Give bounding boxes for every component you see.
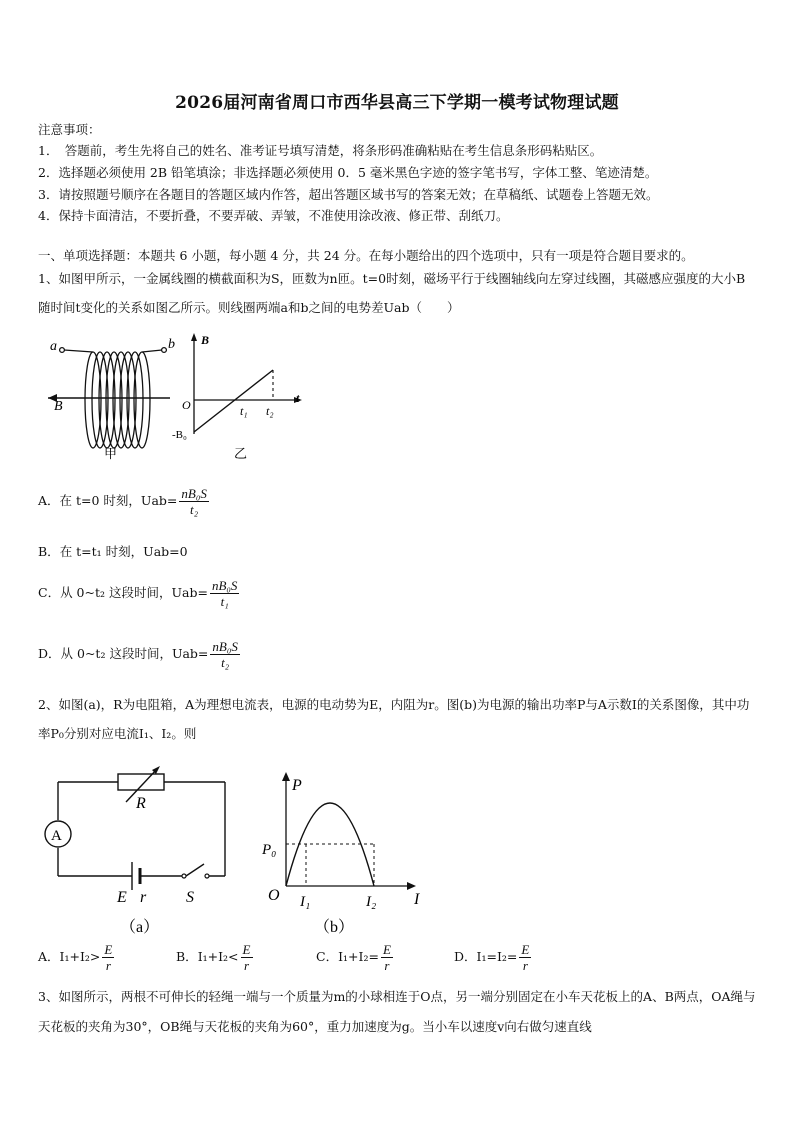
power-origin: O	[268, 887, 280, 904]
bt-caption: 乙	[234, 446, 248, 461]
bt-t2: t₂	[266, 404, 274, 418]
bt-ylabel: B	[201, 333, 210, 347]
power-ylabel: P	[292, 777, 302, 794]
notice-item: 1． 答题前，考生先将自己的姓名、准考证号填写清楚，将条形码准确粘贴在考生信息条形码粘贴区。	[38, 143, 603, 158]
power-xlabel: I	[414, 891, 420, 908]
notice-item: 4．保持卡面清洁，不要折叠，不要弄破、弄皱，不准使用涂改液、修正带、刮纸刀。	[38, 208, 509, 223]
circuit-r: r	[140, 889, 147, 906]
question-1-stem: 1、如图甲所示，一金属线圈的横截面积为S，匝数为n匝。t=0时刻，磁场平行于线圈轴线向左穿过线圈，其磁感应强度的大小B随时间t变化的关系如图乙所示。则线圈两端a和b之间的电势差Uab（ ）	[38, 271, 746, 315]
coil-caption: 甲	[104, 446, 118, 461]
circuit-caption: （a）	[120, 919, 160, 936]
bt-t1: t₁	[240, 404, 248, 418]
q2-option-d[interactable]: D．I₁=I₂= $\frac{E}{r}$	[454, 942, 530, 973]
circuit-E: E	[117, 889, 127, 906]
notice-item: 2．选择题必须使用 2B 铅笔填涂；非选择题必须使用 0．5 毫米黑色字迹的签字笔书写，字体工整、笔迹清楚。	[38, 165, 658, 180]
power-I1: I₁	[300, 894, 311, 910]
q2-option-a[interactable]: A．I₁+I₂> $\frac{E}{r}$	[38, 942, 113, 973]
bt-neg: -B₀	[172, 429, 187, 441]
notice-heading: 注意事项：	[38, 122, 101, 137]
section-heading: 一、单项选择题：本题共 6 小题，每小题 4 分，共 24 分。在每小题给出的四个选项中，只有一项是符合题目要求的。	[38, 248, 694, 263]
bt-xlabel: t	[296, 391, 300, 405]
q2-option-c[interactable]: C．I₁+I₂= $\frac{E}{r}$	[316, 942, 391, 973]
coil-label-a: a	[50, 339, 57, 354]
q1-option-b[interactable]: B．在 t=t₁ 时刻，Uab=0	[38, 544, 188, 559]
coil-figure	[48, 332, 178, 462]
power-I2: I₂	[366, 894, 377, 910]
q2-option-b[interactable]: B．I₁+I₂< $\frac{E}{r}$	[176, 942, 251, 973]
power-graph	[262, 768, 432, 938]
page-title: 2026届河南省周口市西华县高三下学期一模考试物理试题	[175, 93, 619, 113]
power-caption: （b）	[314, 919, 355, 936]
bt-origin: O	[182, 398, 191, 412]
question-3-stem: 3、如图所示，两根不可伸长的轻绳一端与一个质量为m的小球相连于O点，另一端分别固定在小车天花板上的A、B两点，OA绳与天花板的夹角为30°，OB绳与天花板的夹角为60°，重力加速度为g。当小车以速度v向右做匀速直线	[38, 989, 756, 1034]
coil-label-b: b	[168, 337, 175, 352]
power-P0: P₀	[262, 842, 277, 858]
circuit-R: R	[136, 795, 146, 812]
circuit-S: S	[186, 889, 194, 906]
circuit-figure	[40, 768, 240, 938]
circuit-A: A	[51, 828, 62, 844]
question-2-stem: 2、如图(a)，R为电阻箱，A为理想电流表，电源的电动势为E，内阻为r。图(b)为电源的输出功率P与A示数I的关系图像，其中功率P₀分别对应电流I₁、I₂。则	[38, 697, 750, 741]
q1-option-c[interactable]: C．从 0~t₂ 这段时间，Uab= $\frac{\text{nB₀S}}{\text{t₁}}$	[38, 578, 238, 609]
coil-label-B: B	[54, 399, 63, 414]
q1-option-d[interactable]: D．从 0~t₂ 这段时间，Uab= $\frac{\text{nB₀S}}{\text{t₂}}$	[38, 639, 238, 670]
notice-item: 3．请按照题号顺序在各题目的答题区域内作答，超出答题区域书写的答案无效；在草稿纸、试题卷上答题无效。	[38, 187, 659, 202]
q1-option-a[interactable]: A．在 t=0 时刻，Uab= $\frac{\text{nB₀S}}{\text{t₂}}$	[38, 486, 207, 517]
bt-graph	[170, 330, 310, 465]
